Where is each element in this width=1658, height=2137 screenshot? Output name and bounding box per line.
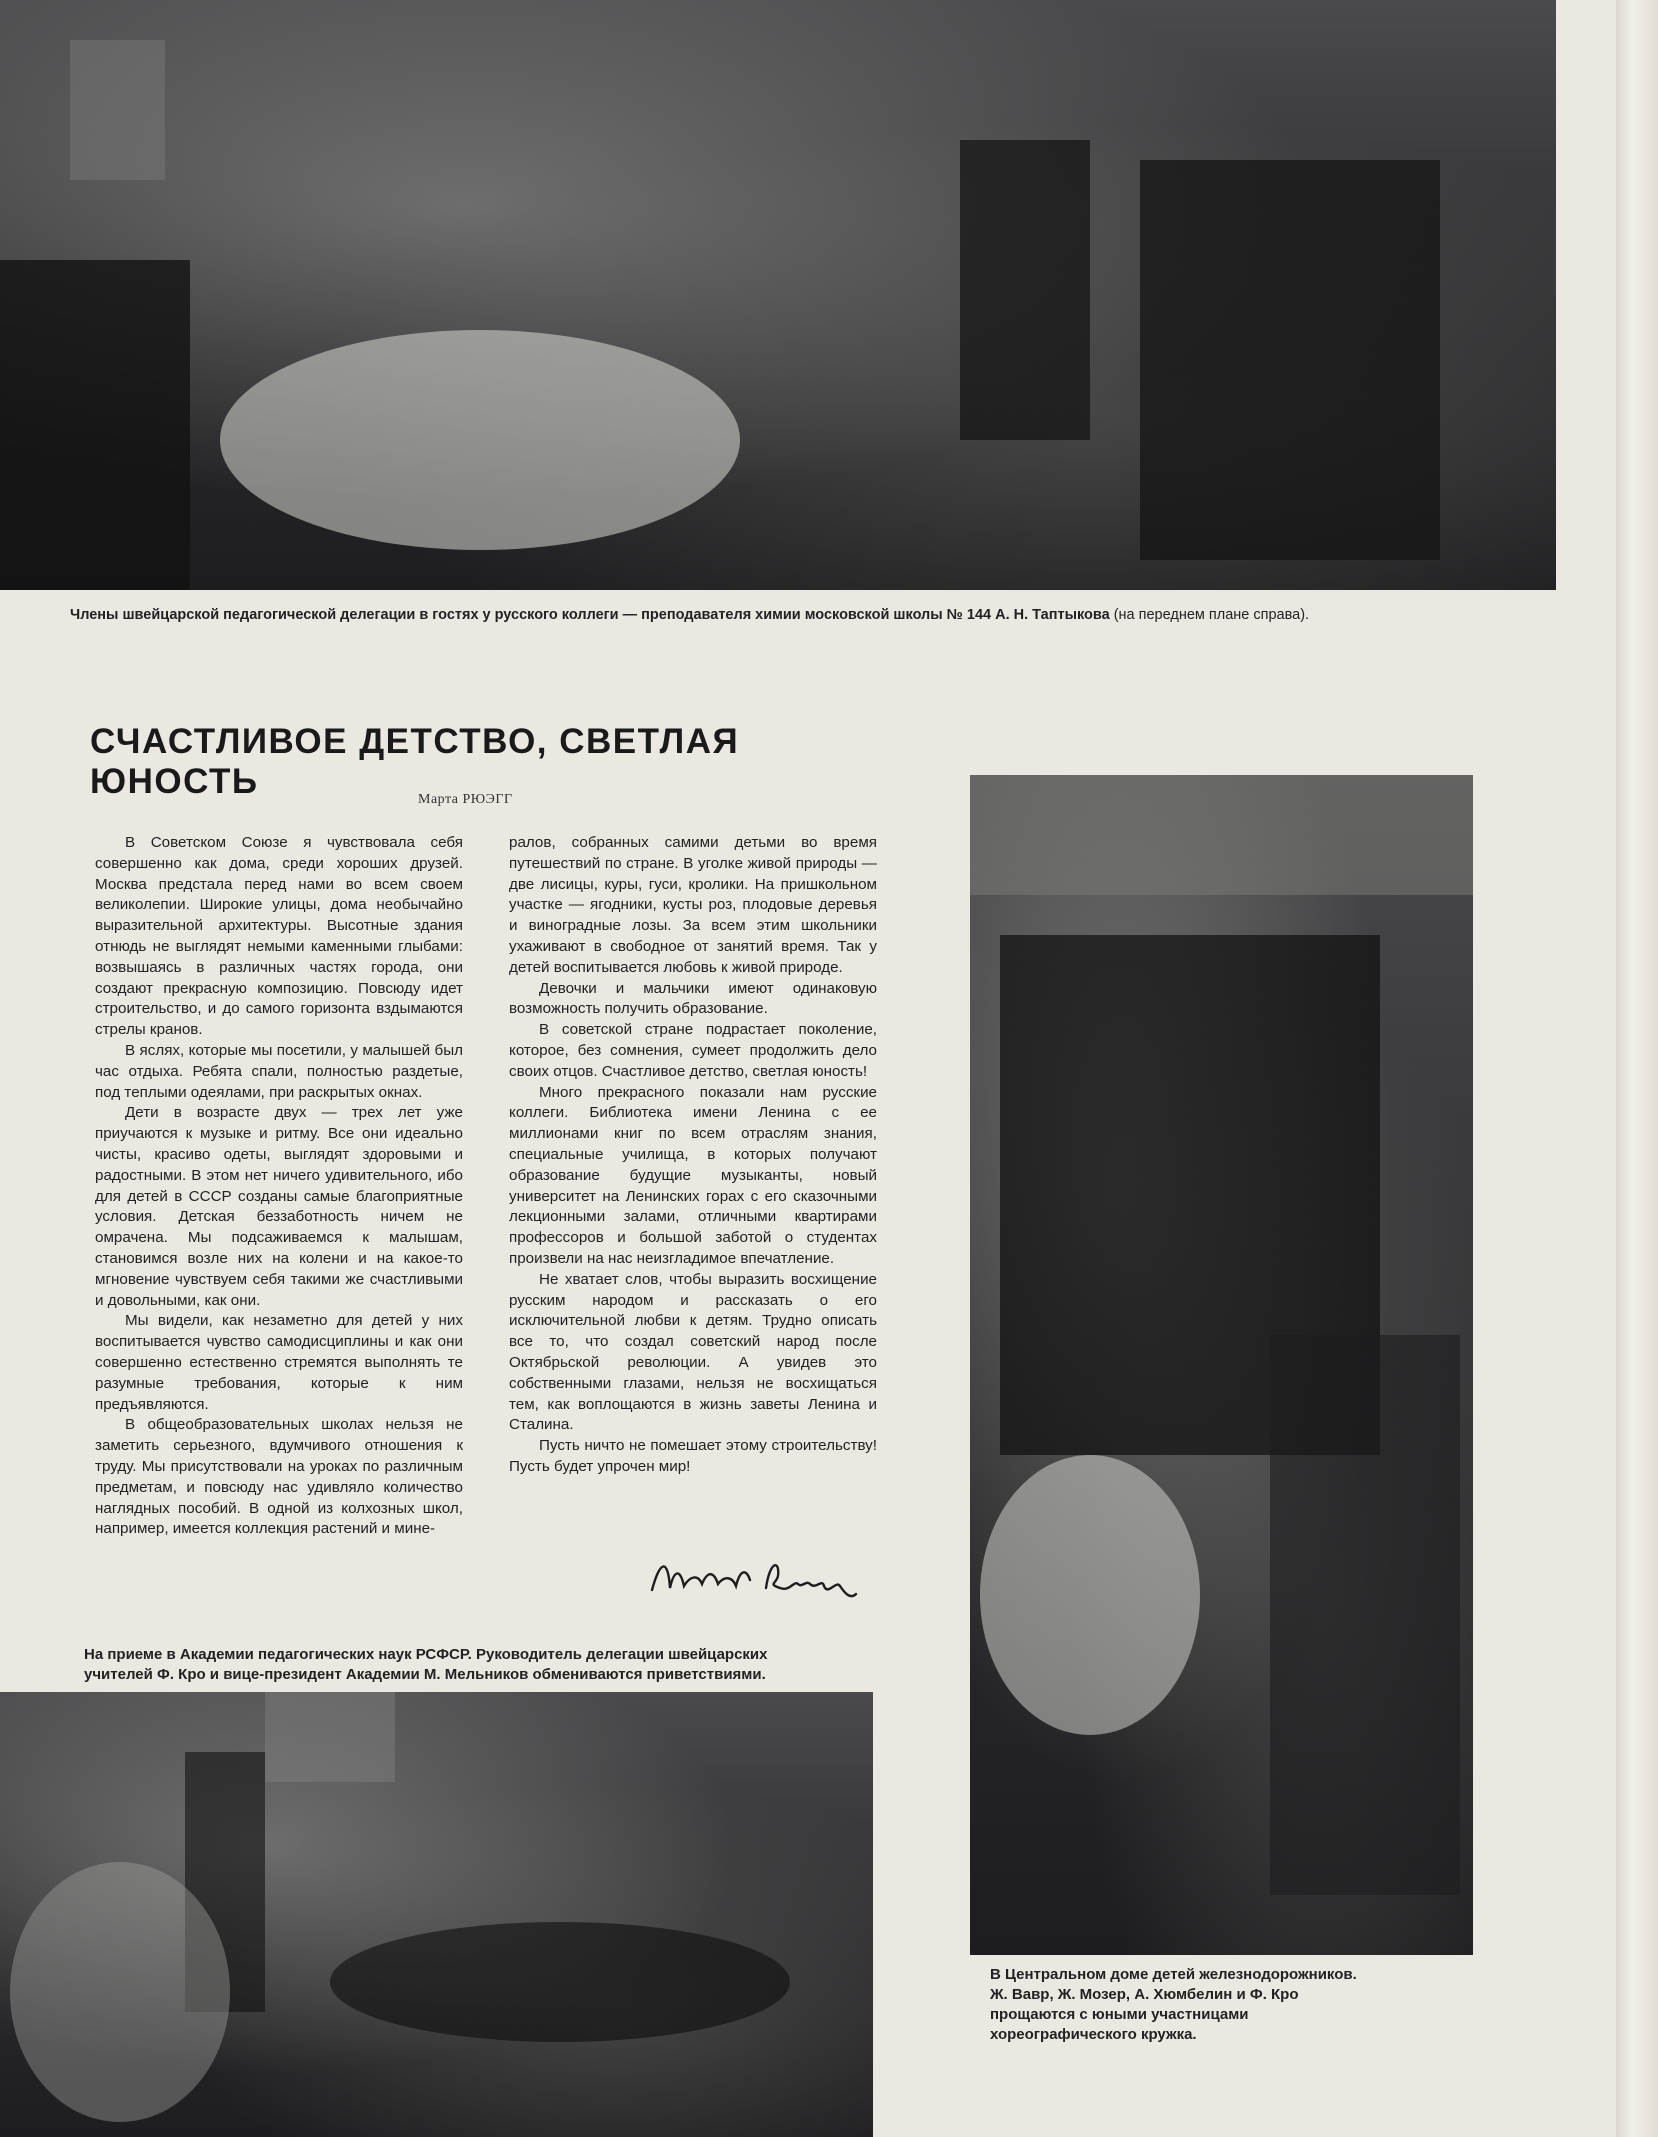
paragraph: В яслях, которые мы посетили, у малышей был час отдыха. Ребята спали, полностью раздетые, под теплыми одеялами, при раскрытых окнах. [95,1041,463,1101]
photo-childrens-house-image [970,775,1473,1955]
paragraph: Не хватает слов, чтобы выразить восхищение русским народом и рассказать о его исключительной любви к детям. Трудно описать все то, что создал советский народ после Октябрьской революции. А увидев это собственными глазами, нельзя не восхищаться тем, как воплощаются в жизнь заветы Ленина и Сталина. [509,1270,877,1434]
article-column-2 [509,833,877,1478]
photo-childrens-house [970,775,1473,1955]
paragraph: В общеобразовательных школах нельзя не заметить серьезного, вдумчивого отношения к труду. Мы присутствовали на уроках по различным предметам, и повсюду нас удивляло количество наглядных пособий. В одной из колхозных школ, например, имеется коллекция растений и мине- [95,1416,463,1538]
paragraph: Дети в возрасте двух — трех лет уже приучаются к музыке и ритму. Все они идеально чисты, красиво одеты, выглядят здоровыми и радостными. В этом нет ничего удивительного, ибо для детей в СССР созданы самые благоприятные условия. Детская беззаботность ничем не омрачена. Мы подсаживаемся к малышам, становимся возле них на колени и на какое-то мгновение чувствуем себя такими же счастливыми и довольными, как они. [95,1104,463,1309]
paragraph: В Советском Союзе я чувствовала себя совершенно как дома, среди хороших друзей. Москва предстала перед нами во всем своем великолепии. Широкие улицы, дома необычайно выразительной архитектуры. Высотные здания отнюдь не выглядят немыми каменными глыбами: возвышаясь в различных частях города, они создают прекрасную композицию. Повсюду идет строительство, и до самого горизонта вздымаются стрелы кранов. [95,834,463,1039]
article-column-1 [95,833,463,1540]
paragraph: Пусть ничто не помешает этому строительству! Пусть будет упрочен мир! [509,1437,877,1475]
photo-reception-caption: На приеме в Академии педагогических наук РСФСР. Руководитель делегации швейцарских учителей Ф. Кро и вице-президент Академии М. Мельников обмениваются приветствиями. [84,1646,768,1683]
photo-home-visit-image [0,0,1556,590]
page-edge [1616,0,1658,2137]
photo-home-visit-caption: Члены швейцарской педагогической делегации в гостях у русского коллеги — преподавателя химии московской школы № 144 А. Н. Таптыкова (на переднем плане справа). [70,607,1310,623]
paragraph: ралов, собранных самими детьми во время путешествий по стране. В уголке живой природы — две лисицы, куры, гуси, кролики. На пришкольном участке — ягодники, кусты роз, плодовые деревья и виноградные лозы. За всем этим школьники ухаживают в свободное от занятий время. Так у детей воспитывается любовь к живой природе. [509,834,877,976]
photo-academy-reception [0,1692,873,2137]
photo-childrens-house-caption: В Центральном доме детей железнодорожников. Ж. Вавр, Ж. Мозер, А. Хюмбелин и Ф. Кро прощаются с юными участницами хореографического кружка. [990,1966,1357,2043]
paragraph: Девочки и мальчики имеют одинаковую возможность получить образование. [509,979,877,1018]
author-signature-image [640,1540,880,1610]
paragraph: Мы видели, как незаметно для детей у них воспитывается чувство самодисциплины и как они совершенно естественно стремятся выполнять те разумные требования, которые к ним предъявляются. [95,1312,463,1413]
author-signature [640,1540,880,1610]
article-title: СЧАСТЛИВОЕ ДЕТСТВО, СВЕТЛАЯ ЮНОСТЬ [90,722,740,801]
paragraph: Много прекрасного показали нам русские коллеги. Библиотека имени Ленина с ее миллионами книг по всем отраслям знания, специальные училища, в которых получают образование будущие музыканты, новый университет на Ленинских горах с его сказочными лекционными залами, отличными квартирами профессоров и большой заботой о студентах произвели на нас неизгладимое впечатление. [509,1083,877,1267]
paragraph: В советской стране подрастает поколение, которое, без сомнения, сумеет продолжить дело своих отцов. Счастливое детство, светлая юность! [509,1021,877,1080]
photo-academy-reception-image [0,1692,873,2137]
article-author: Марта РЮЭГГ [418,792,513,807]
photo-home-visit [0,0,1556,590]
